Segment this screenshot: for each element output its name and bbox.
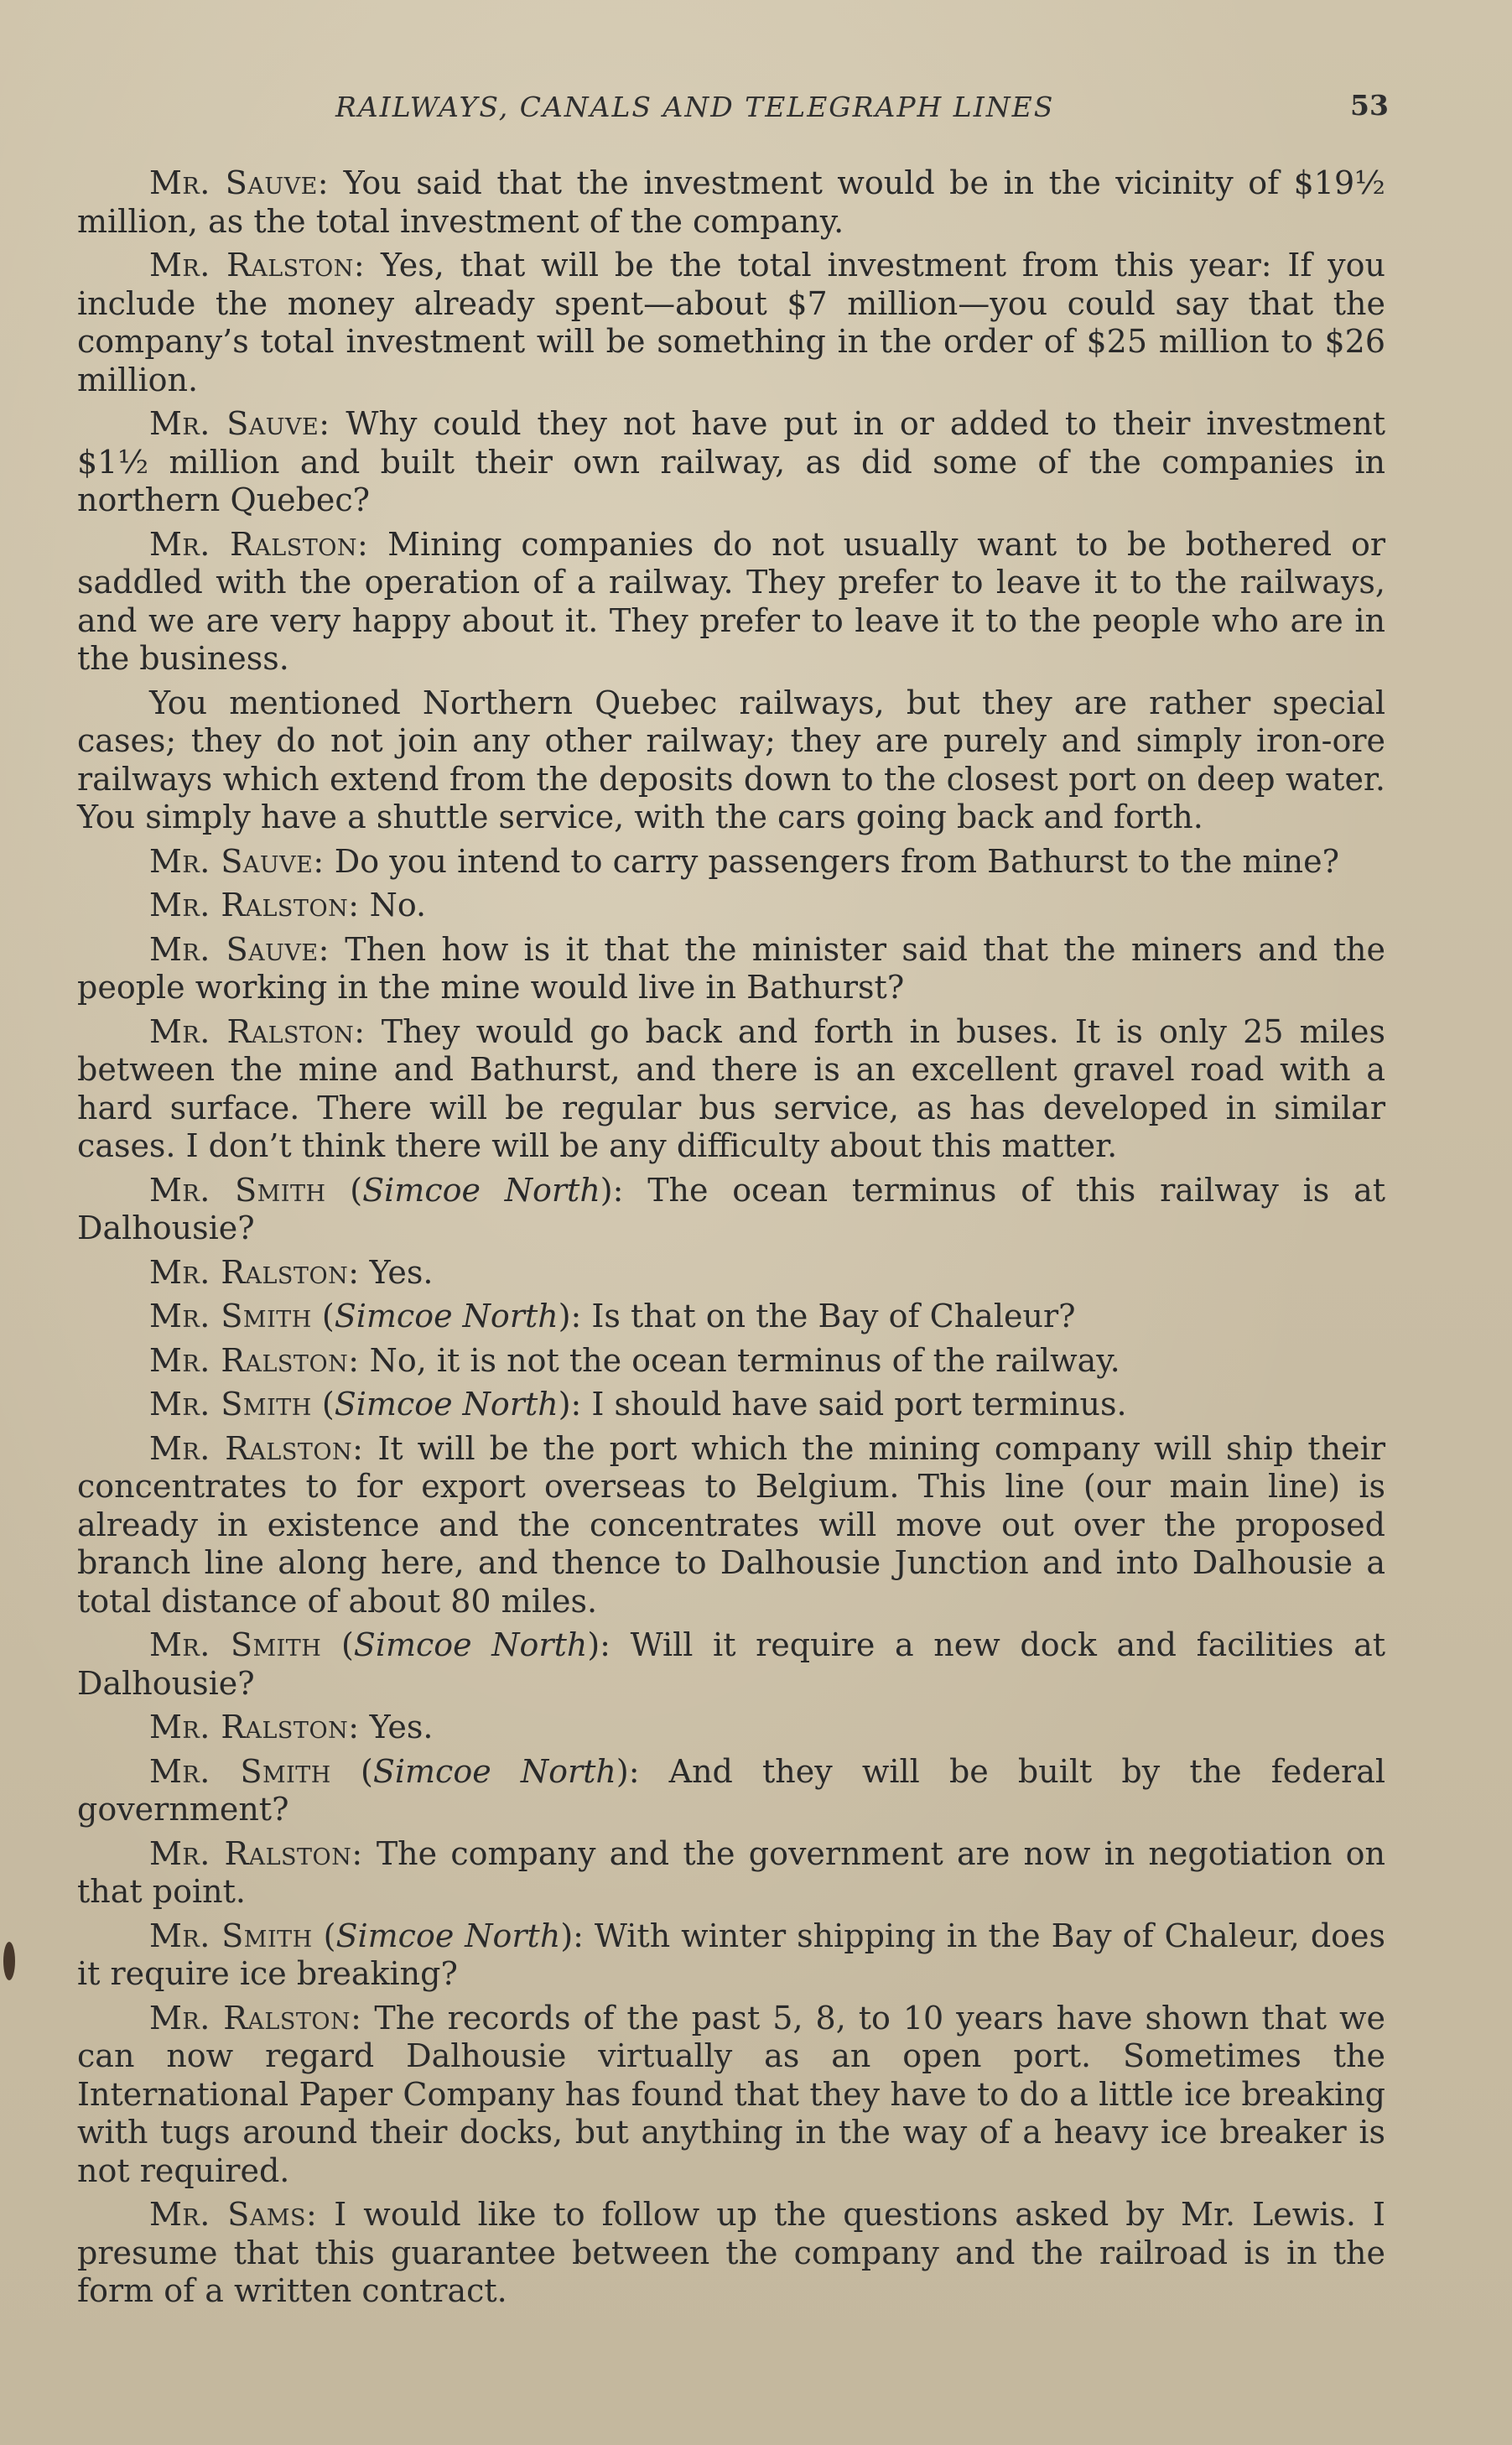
transcript-paragraph xyxy=(77,1013,1385,1166)
transcript-paragraph xyxy=(77,1254,1385,1293)
speaker-name: Mr. Ralston: xyxy=(149,1012,366,1050)
transcript-paragraph xyxy=(77,1430,1385,1621)
transcript-paragraph xyxy=(77,247,1385,399)
ink-blot xyxy=(3,1942,15,1980)
speaker-name: Mr. Sauve: xyxy=(149,164,330,201)
paragraph-text: : Is that on the Bay of Chaleur? xyxy=(570,1298,1076,1334)
paragraph-text: Do you intend to carry passengers from Bathurst to the mine? xyxy=(324,842,1340,880)
running-head: RAILWAYS, CANALS AND TELEGRAPH LINES xyxy=(335,91,1055,123)
transcript-paragraph: Mr. Smith (Simcoe North): Will it require a new dock and facilities at Dalhousie? xyxy=(77,1626,1385,1702)
speaker-name: Mr. Sauve: xyxy=(149,842,325,880)
speaker-name: Mr. Smith xyxy=(149,1171,326,1209)
transcript-paragraph xyxy=(77,1835,1385,1912)
transcript-paragraph: Mr. Smith (Simcoe North): The ocean terminus of this railway is at Dalhousie? xyxy=(77,1171,1386,1246)
speaker-name: Mr. Ralston: xyxy=(149,1999,362,2037)
transcript-paragraph xyxy=(77,405,1385,520)
speaker-name: Mr. Smith xyxy=(149,1626,322,1663)
speaker-name: Mr. Ralston: xyxy=(149,1834,363,1872)
paragraph-text: Yes. xyxy=(359,1709,434,1745)
paragraph-text: They would go back and forth in buses. It is only 25 miles between the mine and Bathurst, and there is an excellent gravel road with a hard surface. There will be regular bus service, as has developed in similar cases. I don’t think there will be any difficulty about this matter. xyxy=(77,1012,1385,1164)
transcript-paragraph xyxy=(77,2000,1385,2191)
speaker-riding: Simcoe North xyxy=(335,1917,561,1954)
paragraph-text: : With winter shipping in the Bay of Chaleur, does it require ice breaking? xyxy=(77,1917,1386,1992)
speaker-name: Mr. Ralston: xyxy=(149,1709,360,1745)
transcript-paragraph xyxy=(77,1342,1385,1381)
transcript-paragraph: Mr. Smith (Simcoe North): With winter shipping in the Bay of Chaleur, does it require ice breaking? xyxy=(77,1917,1386,1992)
speaker-name: Mr. Ralston: xyxy=(149,1253,360,1291)
speaker-name: Mr. Ralston: xyxy=(149,1341,360,1379)
speaker-name: Mr. Sauve: xyxy=(149,405,330,442)
speaker-name: Mr. Ralston: xyxy=(149,247,366,284)
speaker-name: Mr. Ralston: xyxy=(149,887,360,923)
speaker-riding: Simcoe North xyxy=(362,1171,600,1209)
transcript-body xyxy=(77,164,1385,2317)
paragraph-text: You said that the investment would be in the vicinity of $19½ million, as the total investment of the company. xyxy=(77,164,1385,240)
page-number: 53 xyxy=(1350,89,1389,122)
transcript-paragraph: Mr. Smith (Simcoe North): And they will be built by the federal government? xyxy=(77,1752,1386,1828)
transcript-paragraph: Mr. Smith (Simcoe North): I should have said port terminus. xyxy=(149,1386,1127,1423)
paragraph-text: It will be the port which the mining company will ship their concentrates to for export overseas to Belgium. This line (our main line) is already in existence and the concentrates will move out over the proposed branch line along here, and thence to Dalhousie Junction and into Dalhousie a total distance of about 80 miles. xyxy=(77,1429,1385,1620)
paragraph-text: Yes. xyxy=(359,1253,434,1291)
transcript-paragraph xyxy=(77,887,1385,925)
paragraph-text: The company and the government are now in negotiation on that point. xyxy=(77,1834,1385,1910)
speaker-name: Mr. Smith xyxy=(149,1298,312,1334)
paragraph-text: You mentioned Northern Quebec railways, but they are rather special cases; they do not join any other railway; they are purely and simply iron-ore railways which extend from the deposits down to the closest port on deep water. You simply have a shuttle service, with the cars going back and forth. xyxy=(77,684,1385,835)
speaker-name: Mr. Ralston: xyxy=(149,525,369,563)
speaker-name: Mr. Sams: xyxy=(149,2196,318,2233)
paragraph-text: : And they will be built by the federal government? xyxy=(77,1752,1386,1828)
transcript-paragraph xyxy=(77,164,1385,241)
paragraph-text: Then how is it that the minister said that the miners and the people working in the mine would live in Bathurst? xyxy=(77,930,1385,1006)
speaker-name: Mr. Sauve: xyxy=(149,930,330,968)
speaker-riding: Simcoe North xyxy=(372,1752,616,1790)
paragraph-text: I would like to follow up the questions asked by Mr. Lewis. I presume that this guarantee between the company and the railroad is in the form of a written contract. xyxy=(77,2196,1386,2309)
paragraph-text: : I should have said port terminus. xyxy=(570,1386,1127,1423)
speaker-riding: Simcoe North xyxy=(353,1626,588,1663)
transcript-paragraph: Mr. Smith (Simcoe North): Is that on the Bay of Chaleur? xyxy=(149,1298,1076,1334)
speaker-name: Mr. Smith xyxy=(149,1917,313,1954)
paragraph-text: Mining companies do not usually want to be bothered or saddled with the operation of a railway. They prefer to leave it to the railways, and we are very happy about it. They prefer to leave it to the people who are in the business. xyxy=(77,525,1385,677)
speaker-riding: Simcoe North xyxy=(334,1386,559,1423)
paragraph-text: No, it is not the ocean terminus of the railway. xyxy=(359,1341,1120,1379)
transcript-paragraph xyxy=(77,526,1385,679)
transcript-paragraph xyxy=(77,1709,1385,1747)
transcript-paragraph xyxy=(77,684,1385,837)
paragraph-text: The records of the past 5, 8, to 10 years have shown that we can now regard Dalhousie virtually as an open port. Sometimes the International Paper Company has found that they have to do a little ice breaking with tugs around their docks, but anything in the way of a heavy ice breaker is not required. xyxy=(77,1999,1385,2189)
speaker-riding: Simcoe North xyxy=(334,1298,559,1334)
transcript-paragraph xyxy=(77,931,1385,1007)
speaker-name: Mr. Ralston: xyxy=(149,1429,364,1467)
paragraph-text: : Will it require a new dock and facilities at Dalhousie? xyxy=(77,1626,1385,1702)
transcript-paragraph xyxy=(77,2196,1385,2311)
paragraph-text: Why could they not have put in or added to their investment $1½ million and built their own railway, as did some of the companies in northern Quebec? xyxy=(77,405,1385,518)
paragraph-text: : The ocean terminus of this railway is at Dalhousie? xyxy=(77,1171,1386,1246)
speaker-name: Mr. Smith xyxy=(149,1386,312,1423)
speaker-name: Mr. Smith xyxy=(149,1752,331,1790)
paragraph-text: Yes, that will be the total investment from this year: If you include the money already spent—about $7 million—you could say that the company’s total investment will be something in the order of $25 million to $26 million. xyxy=(77,247,1385,398)
transcript-paragraph xyxy=(77,843,1385,882)
paragraph-text: No. xyxy=(359,887,427,923)
